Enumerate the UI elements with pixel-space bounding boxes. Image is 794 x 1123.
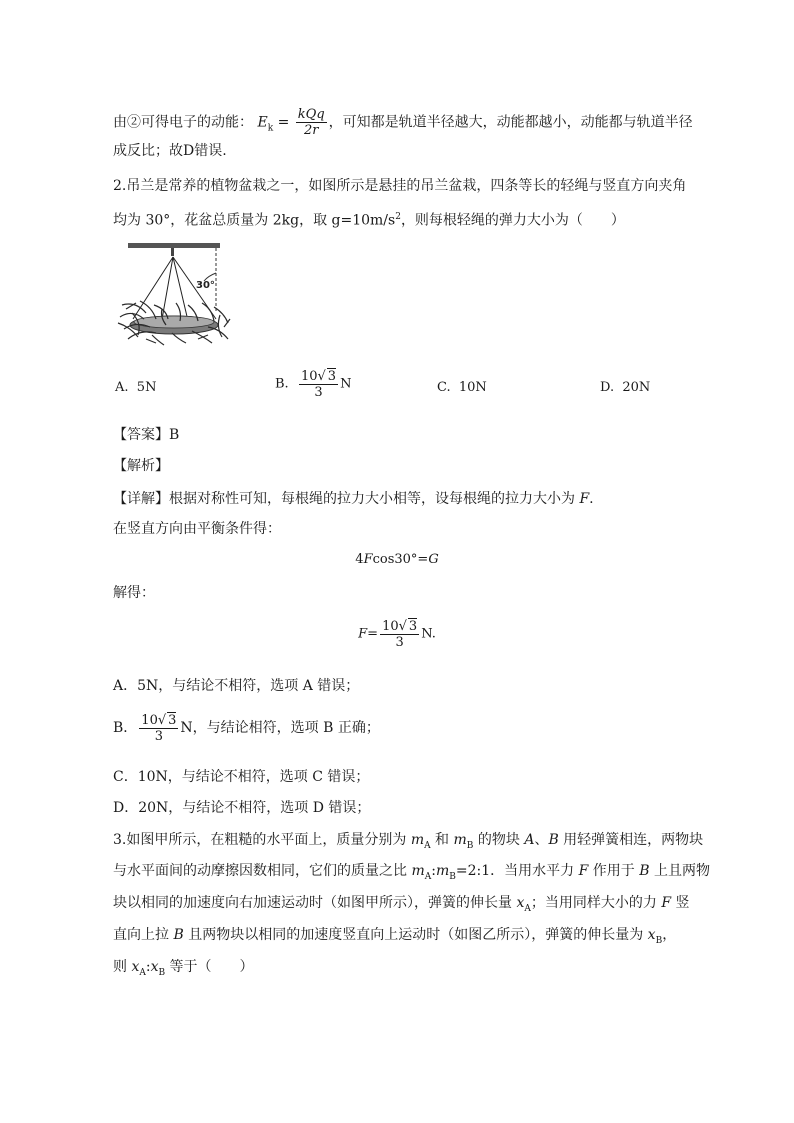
q2-stem-part-a: 均为 30°，花盆总质量为 2kg，取 g=10m/s	[113, 212, 396, 229]
q3-l2-text-c: 作用于	[588, 863, 640, 879]
eq2-numerator: 10	[382, 619, 399, 634]
equilibrium-intro: 在竖直方向由平衡条件得：	[113, 521, 281, 537]
conclusion-d: D．20N，与结论不相符，选项 D 错误；	[113, 800, 371, 816]
q3-ratio-colon: :	[431, 863, 436, 879]
q3-xa: x	[516, 895, 525, 911]
option-b[interactable]	[275, 368, 351, 400]
ke-conclusion-end: 成反比；故D错误.	[113, 143, 227, 159]
conclusion-b-numerator: 10	[141, 713, 158, 728]
q3-l2-block-b: B	[639, 863, 650, 879]
eq2-radicand: 3	[408, 619, 418, 634]
q3-xb: x	[647, 927, 656, 943]
q2-stem-part-b: ，则每根轻绳的弹力大小为（ ）	[400, 212, 625, 229]
q3-l2-text-b: =2:1．当用水平力	[455, 863, 579, 879]
q3-block-b: B	[548, 832, 559, 848]
q3-line5	[113, 957, 254, 983]
q3-ratio-ma: m	[411, 863, 425, 879]
q3-ratio-mb: m	[435, 863, 450, 879]
option-a-letter: A.	[115, 380, 129, 395]
q3-ratio-ma-sub: A	[424, 871, 432, 882]
option-d-text: 20N	[622, 380, 651, 395]
option-b-numerator: 10	[300, 369, 318, 384]
q3-l2-text-d: 上且两物	[649, 863, 710, 879]
option-b-unit: N	[340, 376, 352, 392]
conclusion-b-fraction: $\frac{10√ 3}{3}$	[141, 713, 177, 744]
detail-var-f: F	[579, 491, 590, 507]
q3-l4-text-a: 直向上拉	[113, 927, 174, 943]
option-a-text: 5N	[136, 380, 157, 395]
detail-tag: 【详解】	[113, 491, 169, 507]
q3-l3-text-a: 块以相同的加速度向右加速运动时（如图甲所示），弹簧的伸长量	[113, 895, 517, 911]
eq1-f: F	[363, 552, 373, 567]
option-b-letter: B.	[275, 376, 289, 392]
option-c-letter: C.	[437, 380, 451, 395]
eq2-denominator: 3	[395, 635, 404, 650]
q3-mass-b-sub: B	[466, 840, 474, 851]
q3-xa-sub: A	[524, 903, 531, 914]
q3-l3-text-c: 竖	[671, 895, 690, 911]
q3-block-a: A	[524, 832, 535, 848]
q2-stem-line2	[113, 207, 625, 231]
answer-tag: 【答案】	[113, 427, 169, 443]
ke-intro: 由②可得电子的动能：	[113, 114, 253, 131]
option-d-letter: D.	[600, 380, 615, 395]
q3-ratio-mb-sub: B	[449, 871, 456, 882]
answer-line	[113, 425, 179, 445]
q3-mass-a: m	[410, 832, 425, 848]
ek-denominator: 2r	[303, 123, 319, 138]
option-b-fraction: $\frac{10√ 3}{3}$	[300, 369, 337, 400]
q3-l3-force: F	[661, 895, 672, 911]
q2-stem-line1: 2.吊兰是常养的植物盆栽之一，如图所示是悬挂的吊兰盆栽，四条等长的轻绳与竖直方向夹角	[113, 178, 687, 194]
conclusion-a: A．5N，与结论不相符，选项 A 错误；	[113, 678, 360, 694]
angle-label: 30°	[196, 280, 215, 291]
conclusion-c: C．10N，与结论不相符，选项 C 错误；	[113, 769, 370, 785]
q3-l4-block-b: B	[173, 927, 184, 943]
q3-xb-sub: B	[655, 935, 663, 946]
ek-numerator: kQq	[297, 107, 325, 122]
ek-fraction	[296, 107, 327, 138]
q3-line1	[113, 830, 703, 856]
ek-equals: =	[273, 114, 294, 131]
option-c[interactable]	[437, 378, 487, 398]
option-a[interactable]	[115, 378, 156, 398]
q3-l2-text-a: 与水平面间的动摩擦因数相同，它们的质量之比	[113, 863, 412, 879]
conclusion-b-text: N，与结论相符，选项 B 正确；	[180, 720, 380, 736]
eq2-equals: =	[367, 626, 379, 642]
option-d[interactable]	[600, 378, 650, 398]
eq2-fraction: $\frac{10√ 3}{3}$	[382, 619, 418, 650]
q3-ratio-xa: x	[131, 959, 140, 975]
q3-ratio-xb-sub: B	[158, 967, 166, 978]
ek-symbol: E	[257, 114, 268, 131]
solve-label: 解得：	[113, 585, 155, 601]
conclusion-b-prefix: B．	[113, 720, 138, 736]
q3-ratio-x-colon: :	[145, 959, 151, 975]
kinetic-energy-line	[113, 107, 693, 138]
hanging-plant-figure	[116, 243, 232, 346]
q3-l5-text-b: 等于（ ）	[165, 959, 254, 975]
option-b-denominator: 3	[314, 385, 323, 400]
q3-l4-text-c: ，	[662, 927, 677, 943]
result-equation	[0, 618, 794, 650]
q3-l1-sep: 、	[534, 832, 549, 848]
detail-end: .	[589, 491, 594, 507]
ke-conclusion: ，可知都是轨道半径越大，动能都越小，动能都与轨道半径	[328, 114, 693, 131]
q3-ratio-xb: x	[150, 959, 159, 975]
equilibrium-equation	[0, 550, 794, 570]
q3-l3-text-b: ；当用同样大小的力	[530, 895, 662, 911]
q3-line3	[113, 893, 689, 919]
conclusion-b-denominator: 3	[154, 729, 163, 744]
q3-line2	[113, 861, 710, 887]
option-c-text: 10N	[458, 380, 487, 395]
q3-l4-text-b: 且两物块以相同的加速度竖直向上运动时（如图乙所示），弹簧的伸长量为	[183, 927, 648, 943]
eq1-coefficient: 4	[355, 552, 364, 567]
answer-value: B	[169, 427, 180, 443]
q3-mass-b: m	[453, 832, 467, 848]
ek-subscript: k	[267, 123, 274, 134]
eq2-unit: N.	[421, 626, 436, 642]
q3-line4	[113, 925, 676, 951]
q3-ratio-xa-sub: A	[139, 967, 146, 978]
detail-line	[113, 489, 594, 509]
option-b-radicand: 3	[327, 369, 337, 384]
detail-text: 根据对称性可知，每根绳的拉力大小相等，设每根绳的拉力大小为	[169, 491, 580, 507]
eq1-cos: cos30°=	[372, 552, 429, 567]
conclusion-b-radicand: 3	[168, 713, 177, 728]
q3-l1-text-b: 的物块	[473, 832, 525, 848]
q3-l1-and: 和	[430, 832, 454, 848]
conclusion-b	[113, 712, 380, 744]
q2-unit-exponent: 2	[395, 212, 401, 222]
q3-mass-a-sub: A	[424, 840, 431, 851]
q3-l5-text-a: 则	[113, 959, 132, 975]
q3-l2-force: F	[578, 863, 589, 879]
eq2-f: F	[358, 626, 368, 642]
eq1-g: G	[428, 552, 439, 567]
q3-l1-text-a: 3.如图甲所示，在粗糙的水平面上，质量分别为	[113, 832, 411, 848]
analysis-tag: 【解析】	[113, 458, 169, 474]
q3-l1-text-c: 用轻弹簧相连，两物块	[558, 832, 704, 848]
